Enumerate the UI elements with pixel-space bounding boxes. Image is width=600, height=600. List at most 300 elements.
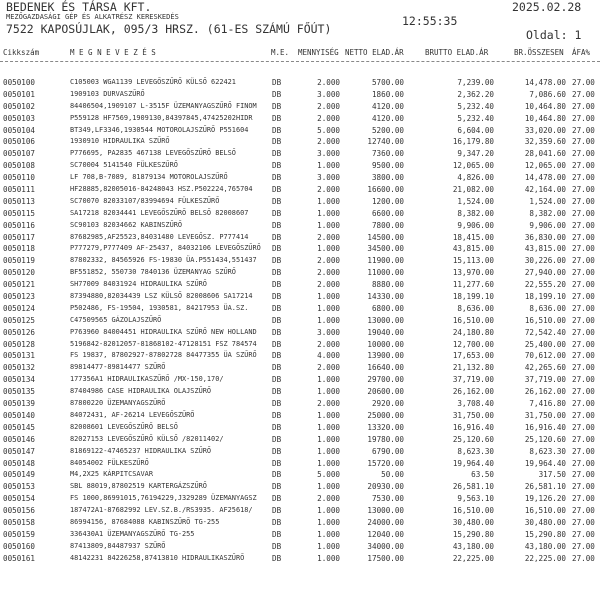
item-vat: 27.00: [572, 553, 595, 563]
item-code: 0050154: [3, 494, 36, 504]
item-gross-total: 27,940.00: [524, 268, 566, 278]
item-net-price: 6600.00: [371, 208, 404, 218]
item-gross-price: 12,700.00: [452, 339, 494, 349]
item-unit: DB: [272, 327, 282, 337]
table-row: [0, 148, 600, 160]
item-gross-total: 72,542.40: [524, 327, 566, 337]
item-net-price: 5200.00: [371, 125, 404, 135]
item-net-price: 9500.00: [371, 161, 404, 171]
item-name: 86994156, 87684088 KABINSZŰRŐ TG-255: [70, 517, 220, 526]
item-qty: 4.000: [317, 351, 340, 361]
item-code: 0050134: [3, 375, 36, 385]
item-unit: DB: [272, 244, 282, 254]
item-qty: 1.000: [317, 196, 340, 206]
table-row: [0, 291, 600, 303]
table-row: [0, 386, 600, 398]
item-code: 0050145: [3, 422, 36, 432]
item-qty: 1.000: [317, 541, 340, 551]
item-qty: 3.000: [317, 173, 340, 183]
item-gross-total: 19,126.20: [524, 494, 566, 504]
item-vat: 27.00: [572, 173, 595, 183]
column-header-row: [0, 48, 600, 62]
item-vat: 27.00: [572, 339, 595, 349]
item-vat: 27.00: [572, 280, 595, 290]
table-row: [0, 434, 600, 446]
item-unit: DB: [272, 268, 282, 278]
item-net-price: 12040.00: [367, 529, 404, 539]
item-qty: 5.000: [317, 125, 340, 135]
item-gross-price: 31,750.00: [452, 410, 494, 420]
item-code: 0050118: [3, 244, 36, 254]
item-gross-price: 6,604.00: [457, 125, 494, 135]
item-gross-price: 12,065.00: [452, 161, 494, 171]
item-qty: 1.000: [317, 220, 340, 230]
table-row: [0, 529, 600, 541]
item-unit: DB: [272, 339, 282, 349]
item-net-price: 10000.00: [367, 339, 404, 349]
item-name: 48142231 84226258,87413810 HIDRAULIKASZŰRŐ: [70, 553, 245, 562]
item-net-price: 24000.00: [367, 517, 404, 527]
item-gross-total: 42,164.00: [524, 185, 566, 195]
col-unit-header: M.E.: [271, 48, 290, 57]
item-gross-price: 21,082.00: [452, 185, 494, 195]
item-vat: 27.00: [572, 185, 595, 195]
item-qty: 2.000: [317, 101, 340, 111]
item-gross-price: 16,179.80: [452, 137, 494, 147]
item-qty: 2.000: [317, 339, 340, 349]
table-row: [0, 505, 600, 517]
item-qty: 1.000: [317, 553, 340, 563]
item-code: 0050153: [3, 482, 36, 492]
col-qty-header: MENNYISÉG: [298, 48, 339, 57]
item-name: 87413809,84487937 SZŰRŐ: [70, 541, 166, 550]
item-gross-total: 15,290.80: [524, 529, 566, 539]
item-unit: DB: [272, 399, 282, 409]
item-unit: DB: [272, 196, 282, 206]
item-name: 84054002 FÜLKESZŰRŐ: [70, 458, 149, 467]
item-name: SC90103 82034662 KABINSZŰRŐ: [70, 220, 183, 229]
item-gross-price: 3,708.40: [457, 399, 494, 409]
item-name: FS 1000,86991015,76194229,J329289 ÜZEMANYAGSZ: [70, 494, 257, 503]
item-gross-total: 22,225.00: [524, 553, 566, 563]
item-gross-price: 16,510.00: [452, 315, 494, 325]
col-name-header: M E G N E V E Z É S: [70, 48, 156, 57]
item-code: 0050103: [3, 113, 36, 123]
page-number: Oldal: 1: [526, 28, 582, 42]
item-gross-price: 15,113.00: [452, 256, 494, 266]
table-row: [0, 136, 600, 148]
item-code: 0050107: [3, 149, 36, 159]
item-code: 0050124: [3, 303, 36, 313]
table-row: [0, 113, 600, 125]
item-vat: 27.00: [572, 125, 595, 135]
item-vat: 27.00: [572, 351, 595, 361]
item-code: 0050126: [3, 327, 36, 337]
item-net-price: 4120.00: [371, 113, 404, 123]
table-row: [0, 101, 600, 113]
item-name: HF28885,82005016-84248043 HSZ.P502224,765704: [70, 185, 253, 194]
item-qty: 1.000: [317, 292, 340, 302]
table-row: [0, 517, 600, 529]
item-code: 0050123: [3, 292, 36, 302]
item-gross-total: 32,359.60: [524, 137, 566, 147]
table-row: [0, 243, 600, 255]
item-unit: DB: [272, 517, 282, 527]
item-qty: 2.000: [317, 494, 340, 504]
item-qty: 1.000: [317, 422, 340, 432]
item-gross-price: 15,290.80: [452, 529, 494, 539]
item-name: 1909103 DURVASZŰRŐ: [70, 89, 145, 98]
item-name: 187472A1-87682992 LEV.SZ.B./RS3935. AF25618/: [70, 506, 253, 515]
item-code: 0050102: [3, 101, 36, 111]
item-code: 0050108: [3, 161, 36, 171]
table-row: [0, 184, 600, 196]
item-name: SBL 88019,87802519 KARTERGÁZSZŰRŐ: [70, 482, 207, 491]
item-code: 0050131: [3, 351, 36, 361]
item-unit: DB: [272, 482, 282, 492]
table-row: [0, 160, 600, 172]
item-vat: 27.00: [572, 446, 595, 456]
item-net-price: 19040.00: [367, 327, 404, 337]
item-unit: DB: [272, 470, 282, 480]
item-gross-price: 8,623.30: [457, 446, 494, 456]
item-qty: 1.000: [317, 375, 340, 385]
item-vat: 27.00: [572, 375, 595, 385]
item-name: BT349,LF3346,1930544 MOTOROLAJSZŰRŐ P551604: [70, 125, 249, 134]
item-vat: 27.00: [572, 434, 595, 444]
item-unit: DB: [272, 101, 282, 111]
item-gross-price: 16,916.40: [452, 422, 494, 432]
item-unit: DB: [272, 208, 282, 218]
item-unit: DB: [272, 303, 282, 313]
item-net-price: 12740.00: [367, 137, 404, 147]
item-name: SC70004 5141540 FÜLKESZŰRŐ: [70, 161, 178, 170]
item-net-price: 16600.00: [367, 185, 404, 195]
item-qty: 1.000: [317, 482, 340, 492]
item-qty: 1.000: [317, 506, 340, 516]
table-row: [0, 374, 600, 386]
item-name: 5196842-82012057-81868102-47128151 FSZ 784574: [70, 339, 257, 348]
item-unit: DB: [272, 506, 282, 516]
item-code: 0050146: [3, 434, 36, 444]
table-row: [0, 410, 600, 422]
item-net-price: 13900.00: [367, 351, 404, 361]
item-code: 0050125: [3, 315, 36, 325]
item-gross-price: 11,277.60: [452, 280, 494, 290]
item-name: 84072431, AF-26214 LEVEGŐSZŰRŐ: [70, 410, 195, 419]
item-gross-price: 24,180.80: [452, 327, 494, 337]
item-gross-price: 5,232.40: [457, 101, 494, 111]
item-unit: DB: [272, 113, 282, 123]
item-code: 0050132: [3, 363, 36, 373]
item-code: 0050147: [3, 446, 36, 456]
item-vat: 27.00: [572, 529, 595, 539]
item-name: C47509565 GÁZOLAJSZŰRŐ: [70, 315, 162, 324]
item-qty: 1.000: [317, 244, 340, 254]
item-net-price: 17500.00: [367, 553, 404, 563]
table-row: [0, 398, 600, 410]
company-subtitle: MEZŐGAZDASÁGI GÉP ÉS ALKATRÉSZ KERESKEDÉS: [6, 13, 179, 21]
item-name: 336430A1 ÜZEMANYAGSZŰRŐ TG-255: [70, 529, 195, 538]
item-net-price: 4120.00: [371, 101, 404, 111]
item-net-price: 7360.00: [371, 149, 404, 159]
item-unit: DB: [272, 387, 282, 397]
item-vat: 27.00: [572, 482, 595, 492]
item-code: 0050110: [3, 173, 36, 183]
item-code: 0050128: [3, 339, 36, 349]
item-gross-price: 9,347.20: [457, 149, 494, 159]
item-gross-total: 14,478.00: [524, 78, 566, 87]
col-code-header: Cikkszám: [3, 48, 40, 57]
item-vat: 27.00: [572, 292, 595, 302]
table-row: [0, 303, 600, 315]
item-name: 89814477-89814477 SZŰRŐ: [70, 363, 166, 372]
item-gross-price: 63.50: [471, 470, 494, 480]
item-code: 0050104: [3, 125, 36, 135]
item-net-price: 34500.00: [367, 244, 404, 254]
item-gross-total: 26,162.00: [524, 387, 566, 397]
table-row: [0, 327, 600, 339]
item-name: SC70070 82033107/83994694 FÜLKESZŰRŐ: [70, 196, 220, 205]
item-qty: 1.000: [317, 303, 340, 313]
item-code: 0050156: [3, 506, 36, 516]
item-name: 84406504,1909107 L-3515F ÜZEMANYAGSZŰRŐ FINOM: [70, 101, 257, 110]
item-gross-total: 9,906.00: [529, 220, 566, 230]
table-row: [0, 481, 600, 493]
item-unit: DB: [272, 446, 282, 456]
col-vat-header: ÁFA%: [572, 48, 591, 57]
item-gross-total: 1,524.00: [529, 196, 566, 206]
item-gross-price: 25,120.60: [452, 434, 494, 444]
item-gross-price: 18,415.00: [452, 232, 494, 242]
item-unit: DB: [272, 422, 282, 432]
item-unit: DB: [272, 185, 282, 195]
item-code: 0050119: [3, 256, 36, 266]
table-row: [0, 125, 600, 137]
item-gross-price: 1,524.00: [457, 196, 494, 206]
item-qty: 1.000: [317, 529, 340, 539]
item-vat: 27.00: [572, 256, 595, 266]
item-code: 0050148: [3, 458, 36, 468]
item-net-price: 15720.00: [367, 458, 404, 468]
item-vat: 27.00: [572, 458, 595, 468]
item-gross-total: 43,180.00: [524, 541, 566, 551]
item-gross-price: 26,581.10: [452, 482, 494, 492]
table-row: [0, 446, 600, 458]
item-net-price: 8880.00: [371, 280, 404, 290]
item-gross-total: 16,916.40: [524, 422, 566, 432]
item-name: BF551852, 550730 7840136 ÜZEMANYAG SZŰRŐ: [70, 268, 236, 277]
item-vat: 27.00: [572, 89, 595, 99]
item-qty: 1.000: [317, 517, 340, 527]
item-qty: 2.000: [317, 185, 340, 195]
item-vat: 27.00: [572, 161, 595, 171]
col-gross-header: BRUTTO ELAD.ÁR: [425, 48, 489, 57]
print-date: 2025.02.28: [512, 0, 582, 14]
item-gross-total: 16,510.00: [524, 506, 566, 516]
item-qty: 2.000: [317, 399, 340, 409]
table-row: [0, 208, 600, 220]
table-row: [0, 458, 600, 470]
item-gross-total: 12,065.00: [524, 161, 566, 171]
item-gross-price: 17,653.00: [452, 351, 494, 361]
item-gross-total: 25,120.60: [524, 434, 566, 444]
table-row: [0, 267, 600, 279]
item-name: C105003 WGA1139 LEVEGŐSZŰRŐ KÜLSŐ 622421: [70, 78, 236, 86]
item-net-price: 20600.00: [367, 387, 404, 397]
item-vat: 27.00: [572, 399, 595, 409]
item-gross-price: 7,239.00: [457, 78, 494, 87]
item-qty: 2.000: [317, 113, 340, 123]
table-row: [0, 541, 600, 553]
item-gross-price: 30,480.00: [452, 517, 494, 527]
item-vat: 27.00: [572, 113, 595, 123]
item-qty: 1.000: [317, 387, 340, 397]
item-unit: DB: [272, 89, 282, 99]
print-time: 12:55:35: [402, 14, 458, 28]
item-gross-total: 36,830.00: [524, 232, 566, 242]
table-row: [0, 553, 600, 565]
table-row: [0, 315, 600, 327]
table-row: [0, 362, 600, 374]
item-vat: 27.00: [572, 327, 595, 337]
item-qty: 3.000: [317, 327, 340, 337]
item-vat: 27.00: [572, 410, 595, 420]
item-code: 0050121: [3, 280, 36, 290]
item-unit: DB: [272, 256, 282, 266]
item-code: 0050116: [3, 220, 36, 230]
item-vat: 27.00: [572, 101, 595, 111]
item-net-price: 7800.00: [371, 220, 404, 230]
price-list-table: [0, 77, 600, 565]
item-name: 82008601 LEVEGŐSZŰRŐ BELSŐ: [70, 422, 178, 431]
item-vat: 27.00: [572, 541, 595, 551]
item-gross-total: 14,478.00: [524, 173, 566, 183]
item-unit: DB: [272, 553, 282, 563]
item-net-price: 34000.00: [367, 541, 404, 551]
item-name: 87800220 ÜZEMANYAGSZŰRŐ: [70, 399, 166, 408]
item-unit: DB: [272, 161, 282, 171]
item-qty: 1.000: [317, 434, 340, 444]
item-qty: 2.000: [317, 363, 340, 373]
col-net-header: NETTO ELAD.ÁR: [345, 48, 404, 57]
item-gross-price: 8,636.00: [457, 303, 494, 313]
item-gross-total: 10,464.80: [524, 101, 566, 111]
item-unit: DB: [272, 375, 282, 385]
item-gross-total: 37,719.00: [524, 375, 566, 385]
item-name: 87682985,AF25523,84031480 LEVEGŐSZ. P777414: [70, 232, 249, 241]
item-unit: DB: [272, 78, 282, 87]
item-net-price: 29700.00: [367, 375, 404, 385]
item-qty: 5.000: [317, 470, 340, 480]
company-address: 7522 KAPOSÚJLAK, 095/3 HRSZ. (61-ES SZÁMÚ FŐÚT): [6, 22, 332, 36]
item-net-price: 1860.00: [371, 89, 404, 99]
item-code: 0050161: [3, 553, 36, 563]
item-qty: 1.000: [317, 410, 340, 420]
item-net-price: 13000.00: [367, 315, 404, 325]
item-gross-total: 42,265.60: [524, 363, 566, 373]
item-vat: 27.00: [572, 303, 595, 313]
item-unit: DB: [272, 434, 282, 444]
item-name: 177356A1 HIDRAULIKASZŰRŐ /MX-150,170/: [70, 375, 224, 384]
item-gross-price: 37,719.00: [452, 375, 494, 385]
item-gross-total: 30,226.00: [524, 256, 566, 266]
table-row: [0, 89, 600, 101]
item-gross-total: 8,623.30: [529, 446, 566, 456]
item-vat: 27.00: [572, 208, 595, 218]
item-vat: 27.00: [572, 506, 595, 516]
item-qty: 1.000: [317, 446, 340, 456]
item-name: 87404986 CASE HIDRAULIKA OLAJSZŰRŐ: [70, 387, 212, 396]
item-net-price: 20930.00: [367, 482, 404, 492]
item-qty: 3.000: [317, 89, 340, 99]
item-code: 0050140: [3, 410, 36, 420]
table-row: [0, 232, 600, 244]
item-unit: DB: [272, 220, 282, 230]
item-name: SH77009 84031924 HIDRAULIKA SZŰRŐ: [70, 280, 207, 289]
item-unit: DB: [272, 529, 282, 539]
item-vat: 27.00: [572, 363, 595, 373]
item-vat: 27.00: [572, 220, 595, 230]
item-name: 81869122-47465237 HIDRAULIKA SZŰRŐ: [70, 446, 212, 455]
item-net-price: 6790.00: [371, 446, 404, 456]
table-row: [0, 196, 600, 208]
item-gross-total: 16,510.00: [524, 315, 566, 325]
item-name: M4,2X25 KÁRPITCSAVAR: [70, 470, 153, 479]
item-code: 0050120: [3, 268, 36, 278]
item-net-price: 5700.00: [371, 78, 404, 87]
item-name: 87802332, 84565926 FS-19830 ÜA.P551434,551437: [70, 256, 257, 265]
item-code: 0050115: [3, 208, 36, 218]
item-vat: 27.00: [572, 244, 595, 254]
item-vat: 27.00: [572, 470, 595, 480]
item-gross-total: 33,020.00: [524, 125, 566, 135]
item-gross-total: 10,464.80: [524, 113, 566, 123]
col-total-header: BR.ÖSSZESEN: [514, 48, 564, 57]
item-gross-price: 21,132.80: [452, 363, 494, 373]
table-row: [0, 77, 600, 89]
item-vat: 27.00: [572, 149, 595, 159]
table-row: [0, 493, 600, 505]
item-gross-price: 8,382.00: [457, 208, 494, 218]
item-unit: DB: [272, 232, 282, 242]
item-net-price: 19780.00: [367, 434, 404, 444]
item-gross-price: 18,199.10: [452, 292, 494, 302]
item-gross-price: 2,362.20: [457, 89, 494, 99]
item-unit: DB: [272, 149, 282, 159]
item-name: P763960 84004451 HIDRAULIKA SZŰRŐ NEW HOLLAND: [70, 327, 257, 336]
item-net-price: 13000.00: [367, 506, 404, 516]
item-vat: 27.00: [572, 268, 595, 278]
item-code: 0050158: [3, 517, 36, 527]
item-gross-total: 25,400.00: [524, 339, 566, 349]
item-qty: 1.000: [317, 161, 340, 171]
item-unit: DB: [272, 173, 282, 183]
item-qty: 2.000: [317, 232, 340, 242]
item-name: FS 19837, 87802927-87802728 84477355 ÜA SZŰRŐ: [70, 351, 257, 360]
item-name: 87394880,82034439 LSZ KÜLSŐ 82008606 SA17214: [70, 292, 253, 301]
item-qty: 2.000: [317, 256, 340, 266]
item-gross-total: 30,480.00: [524, 517, 566, 527]
item-name: LF 708,B-7089, 81879134 MOTOROLAJSZŰRŐ: [70, 173, 228, 182]
item-gross-price: 5,232.40: [457, 113, 494, 123]
item-gross-price: 4,826.00: [457, 173, 494, 183]
item-code: 0050159: [3, 529, 36, 539]
item-vat: 27.00: [572, 387, 595, 397]
item-qty: 1.000: [317, 458, 340, 468]
item-name: P777279,P777409 AF-25437, 84032106 LEVEGŐSZŰRŐ: [70, 244, 261, 253]
item-vat: 27.00: [572, 422, 595, 432]
